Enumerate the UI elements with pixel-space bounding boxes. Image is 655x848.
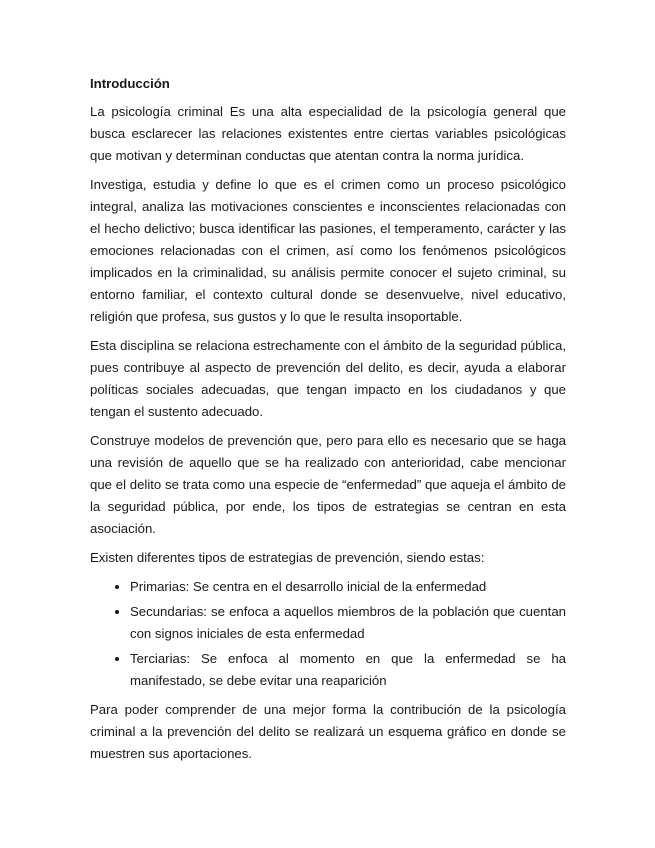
strategy-list	[90, 576, 566, 692]
paragraph-3: Esta disciplina se relaciona estrechamente con el ámbito de la seguridad pública, pues contribuye al aspecto de prevención del delito, es decir, ayuda a elaborar políticas sociales adecuadas, que tengan impacto en los ciudadanos y que tengan el sustento adecuado.	[90, 338, 566, 419]
document-page	[90, 73, 566, 772]
closing-paragraph: Para poder comprender de una mejor forma la contribución de la psicología criminal a la prevención del delito se realizará un esquema gráfico en donde se muestren sus aportaciones.	[90, 702, 566, 761]
list-item-primarias: • Primarias: Se centra en el desarrollo inicial de la enfermedad	[130, 576, 566, 598]
list-item-terciarias: • Terciarias: Se enfoca al momento en que la enfermedad se ha manifestado, se debe evitar una reaparición	[130, 648, 566, 692]
paragraph-4: Construye modelos de prevención que, pero para ello es necesario que se haga una revisión de aquello que se ha realizado con anterioridad, cabe mencionar que el delito se trata como una especie de “enfermedad” que aqueja el ámbito de la seguridad pública, por ende, los tipos de estrategias se centran en esta asociación.	[90, 433, 566, 536]
list-item-secundarias: • Secundarias: se enfoca a aquellos miembros de la población que cuentan con signos iniciales de esta enfermedad	[130, 601, 566, 645]
paragraph-5: Existen diferentes tipos de estrategias de prevención, siendo estas:	[90, 550, 485, 565]
section-title: Introducción	[90, 76, 170, 91]
paragraph-2: Investiga, estudia y define lo que es el crimen como un proceso psicológico integral, analiza las motivaciones conscientes e inconscientes relacionadas con el hecho delictivo; busca identificar las pasiones, el temperamento, carácter y las emociones relacionadas con el crimen, así como los fenómenos psicológicos implicados en la criminalidad, su análisis permite conocer el sujeto criminal, su entorno familiar, el contexto cultural donde se desenvuelve, nivel educativo, religión que profesa, sus gustos y lo que le resulta insoportable.	[90, 177, 566, 324]
paragraph-1: La psicología criminal Es una alta especialidad de la psicología general que busca esclarecer las relaciones existentes entre ciertas variables psicológicas que motivan y determinan conductas que atentan contra la norma jurídica.	[90, 104, 566, 163]
